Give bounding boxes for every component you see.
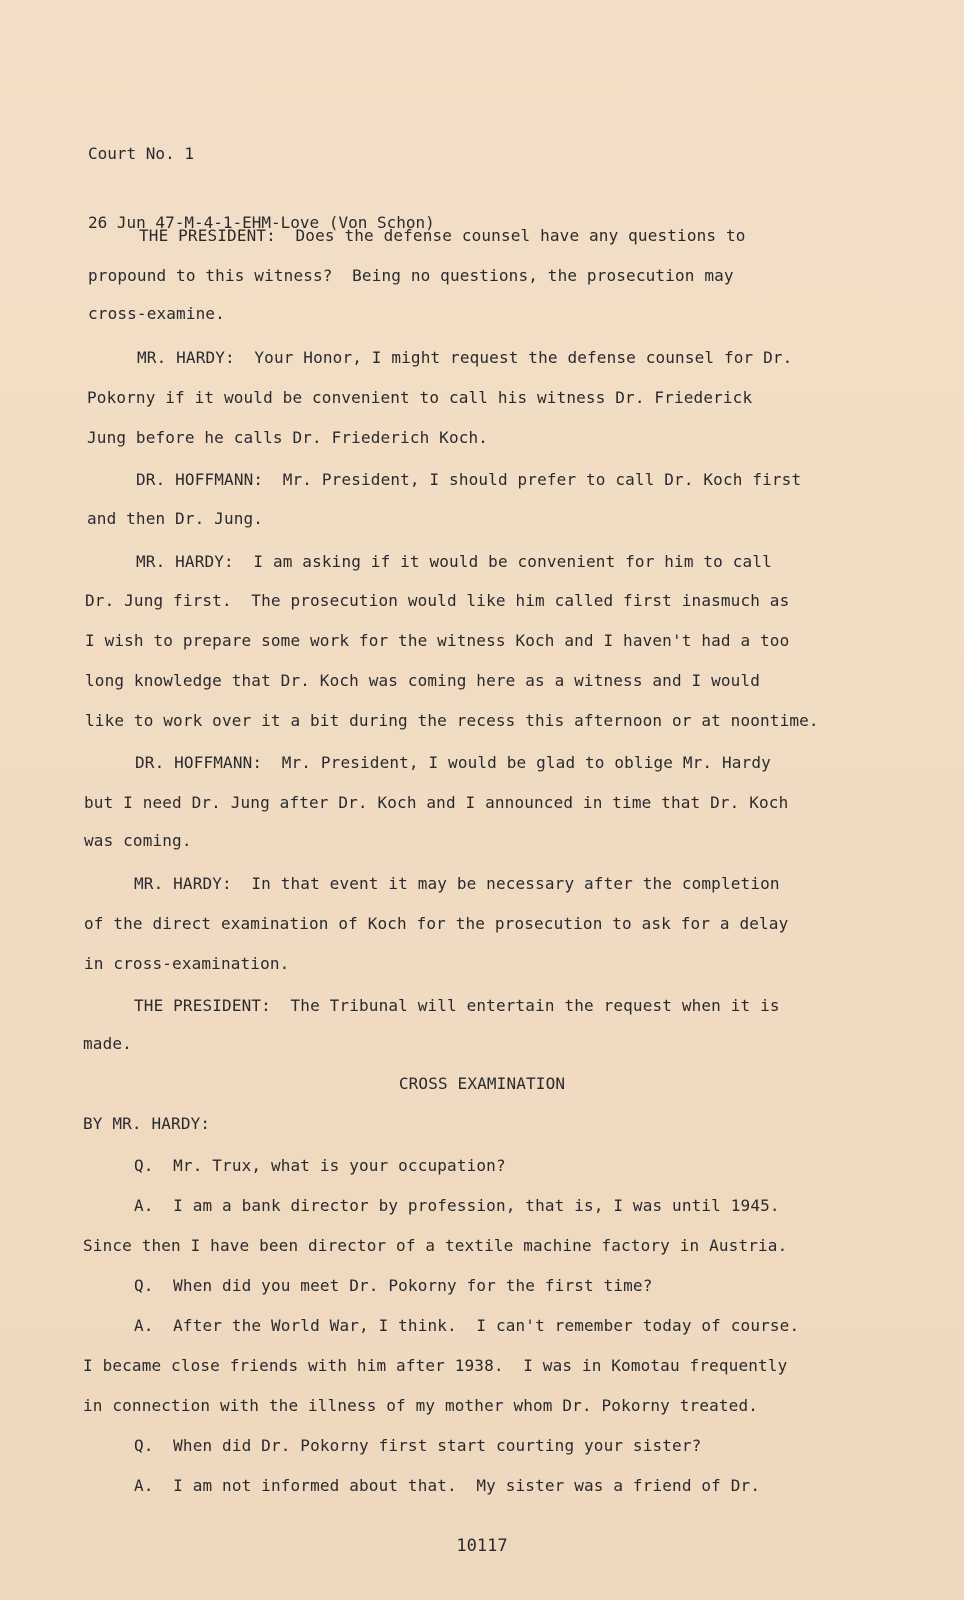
transcript-line: Dr. Jung first. The prosecution would like him called first inasmuch as bbox=[85, 591, 790, 610]
question-line: Q. When did Dr. Pokorny first start courting your sister? bbox=[134, 1436, 702, 1455]
transcript-line: I wish to prepare some work for the witness Koch and I haven't had a too bbox=[85, 631, 790, 650]
transcript-line: of the direct examination of Koch for the prosecution to ask for a delay bbox=[84, 914, 789, 933]
transcript-line: and then Dr. Jung. bbox=[87, 509, 264, 528]
transcript-line: Since then I have been director of a textile machine factory in Austria. bbox=[83, 1236, 788, 1255]
court-number: Court No. 1 bbox=[88, 144, 194, 163]
transcript-line: was coming. bbox=[84, 831, 192, 850]
section-heading: CROSS EXAMINATION bbox=[398, 1074, 566, 1093]
transcript-line: cross-examine. bbox=[88, 304, 225, 323]
transcript-line: Jung before he calls Dr. Friederich Koch. bbox=[87, 428, 489, 447]
transcript-line: but I need Dr. Jung after Dr. Koch and I announced in time that Dr. Koch bbox=[84, 793, 789, 812]
transcript-line: propound to this witness? Being no questions, the prosecution may bbox=[88, 266, 734, 285]
answer-line: A. After the World War, I think. I can't remember today of course. bbox=[134, 1316, 800, 1335]
answer-line: A. I am a bank director by profession, that is, I was until 1945. bbox=[134, 1196, 780, 1215]
transcript-line: MR. HARDY: I am asking if it would be convenient for him to call bbox=[136, 552, 772, 571]
transcript-line: in cross-examination. bbox=[84, 954, 290, 973]
transcript-line: I became close friends with him after 1938. I was in Komotau frequently bbox=[83, 1356, 788, 1375]
page-number: 10117 bbox=[456, 1536, 508, 1556]
transcript-line: like to work over it a bit during the recess this afternoon or at noontime. bbox=[85, 711, 819, 730]
transcript-reference: 26 Jun 47-M-4-1-EHM-Love (Von Schon) bbox=[88, 213, 435, 232]
transcript-line: long knowledge that Dr. Koch was coming here as a witness and I would bbox=[85, 671, 761, 690]
transcript-line: Pokorny if it would be convenient to call his witness Dr. Friederick bbox=[87, 388, 753, 407]
examiner-heading: BY MR. HARDY: bbox=[83, 1114, 211, 1133]
transcript-line: made. bbox=[83, 1034, 132, 1053]
transcript-line: DR. HOFFMANN: Mr. President, I would be glad to oblige Mr. Hardy bbox=[135, 753, 771, 772]
transcript-line: DR. HOFFMANN: Mr. President, I should prefer to call Dr. Koch first bbox=[136, 470, 802, 489]
transcript-line: MR. HARDY: In that event it may be necessary after the completion bbox=[134, 874, 780, 893]
document-header bbox=[88, 96, 435, 280]
answer-line: A. I am not informed about that. My sister was a friend of Dr. bbox=[134, 1476, 761, 1495]
question-line: Q. When did you meet Dr. Pokorny for the first time? bbox=[134, 1276, 653, 1295]
transcript-line: THE PRESIDENT: Does the defense counsel have any questions to bbox=[139, 226, 746, 245]
transcript-line: in connection with the illness of my mother whom Dr. Pokorny treated. bbox=[83, 1396, 759, 1415]
transcript-line: THE PRESIDENT: The Tribunal will entertain the request when it is bbox=[134, 996, 780, 1015]
transcript-line: MR. HARDY: Your Honor, I might request the defense counsel for Dr. bbox=[137, 348, 793, 367]
question-line: Q. Mr. Trux, what is your occupation? bbox=[134, 1156, 506, 1175]
